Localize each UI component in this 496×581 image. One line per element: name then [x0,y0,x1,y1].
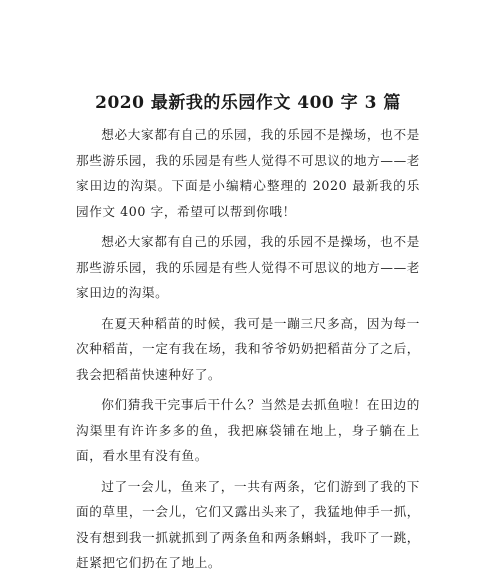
document-title: 2020 最新我的乐园作文 400 字 3 篇 [95,93,401,113]
paragraph: 你们猜我干完事后干什么？当然是去抓鱼啦！在田边的沟渠里有许许多多的鱼，我把麻袋铺在地上，身子躺在上面，看水里有没有鱼。 [76,397,420,463]
document-body [76,122,420,581]
paragraph: 想必大家都有自己的乐园，我的乐园不是操场，也不是那些游乐园，我的乐园是有些人觉得不可思议的地方——老家田边的沟渠。 [76,234,420,300]
paragraph: 过了一会儿，鱼来了，一共有两条，它们游到了我的下面的草里，一会儿，它们又露出头来了，我猛地伸手一抓，没有想到我一抓就抓到了两条鱼和两条蝌蚪，我吓了一跳，赶紧把它们扔在了地上。 [76,478,420,570]
paragraph: 在夏天种稻苗的时候，我可是一蹦三尺多高，因为每一次种稻苗，一定有我在场，我和爷爷奶奶把稻苗分了之后，我会把稻苗快速种好了。 [76,315,420,382]
paragraph: 想必大家都有自己的乐园，我的乐园不是操场，也不是那些游乐园，我的乐园是有些人觉得不可思议的地方——老家田边的沟渠。下面是小编精心整理的 2020 最新我的乐园作文 400 字，希望可以帮到你哦！ [76,127,420,219]
